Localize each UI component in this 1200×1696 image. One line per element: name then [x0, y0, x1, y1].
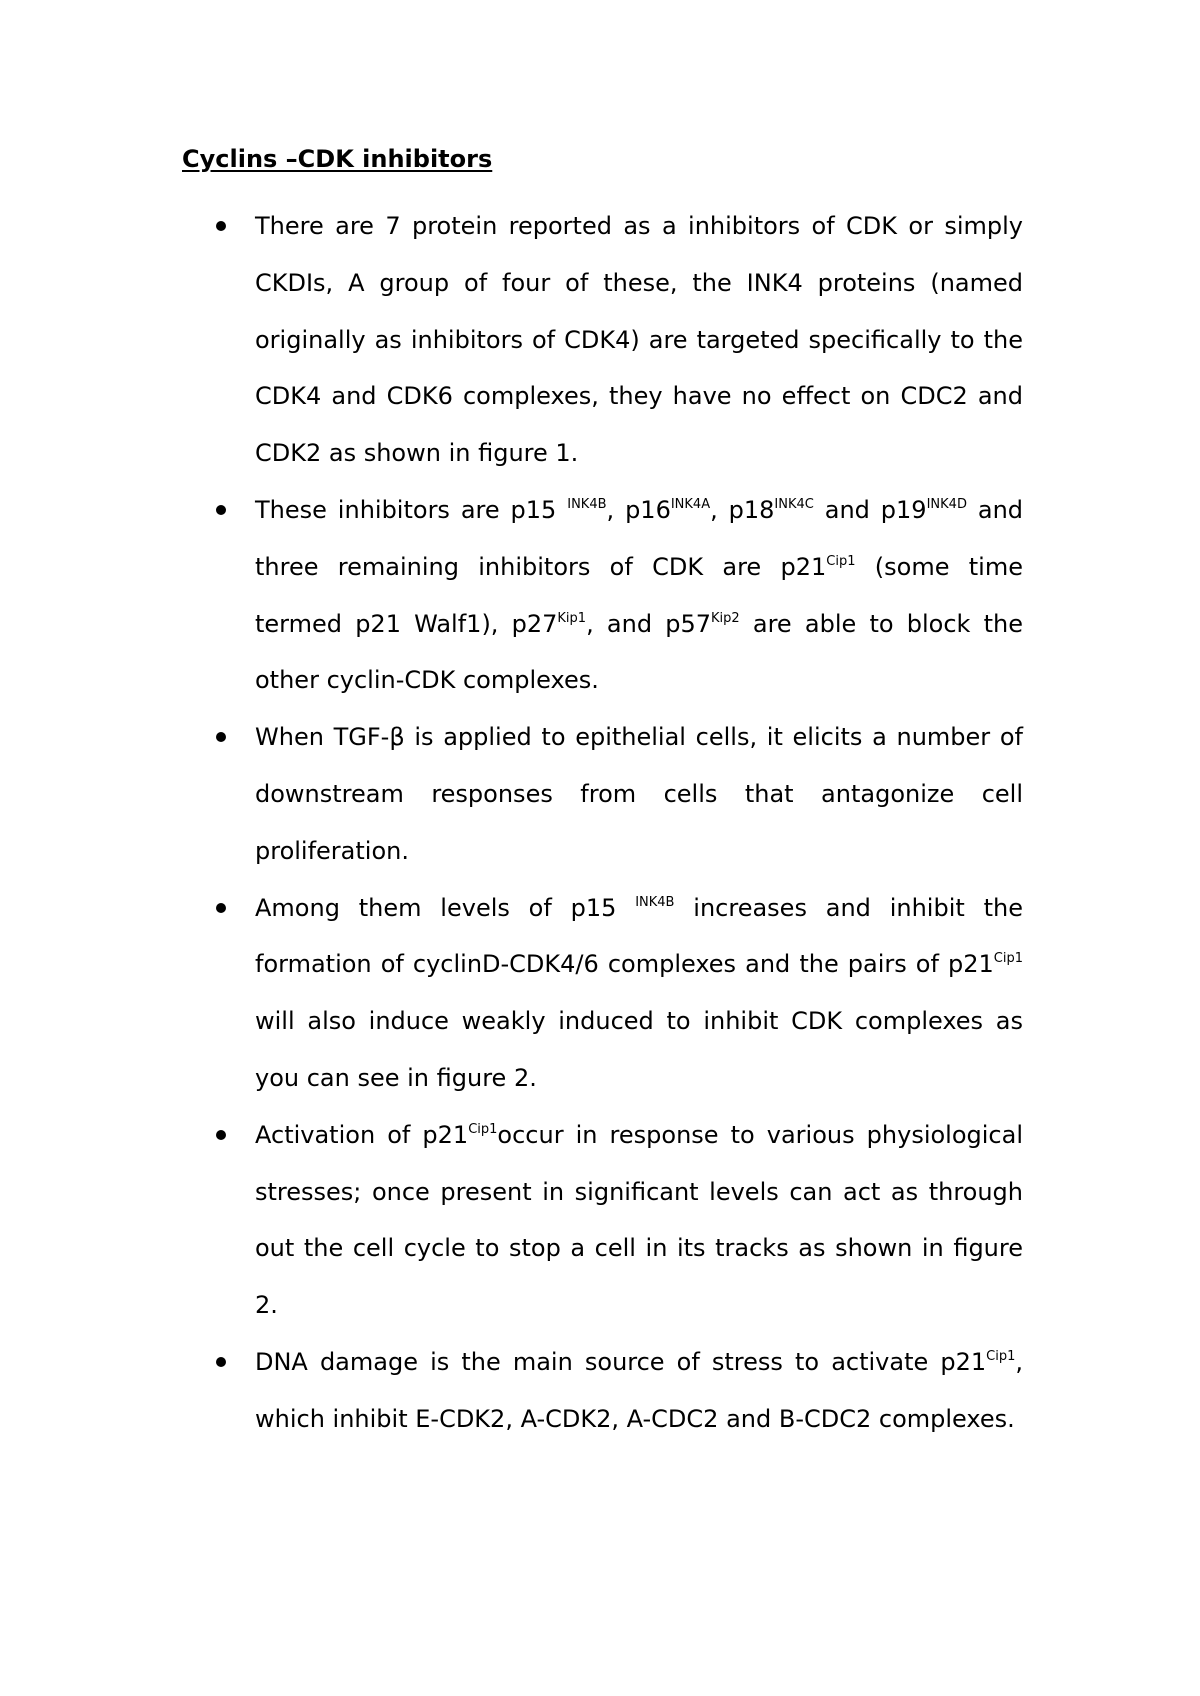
item-text: and p19 — [813, 495, 927, 524]
item-text: , p16 — [606, 495, 671, 524]
item-text: Among them levels of p15 — [255, 893, 636, 922]
bullet-list — [255, 198, 1023, 1448]
superscript: Cip1 — [826, 553, 856, 569]
bullet-icon — [216, 221, 226, 231]
item-text: , and p57 — [586, 609, 712, 638]
list-item — [255, 482, 1023, 709]
superscript: Cip1 — [468, 1121, 498, 1137]
item-text: and three remaining inhibitors of CDK are p21 — [255, 495, 1024, 581]
superscript: INK4D — [926, 496, 967, 512]
bullet-icon — [216, 1130, 226, 1140]
item-text: , which inhibit E-CDK2, A-CDK2, A-CDC2 and B-CDC2 complexes. — [255, 1347, 1023, 1433]
item-text: These inhibitors are p15 — [255, 495, 568, 524]
item-text: are able to block the other cyclin-CDK complexes. — [255, 609, 1023, 695]
superscript: INK4B — [635, 894, 675, 910]
document-heading: Cyclins –CDK inhibitors — [182, 145, 493, 173]
superscript: Cip1 — [993, 951, 1023, 967]
bullet-icon — [216, 732, 226, 742]
item-text: When TGF-β is applied to epithelial cells, it elicits a number of downstream responses from cells that antagonize cell proliferation. — [255, 723, 1023, 865]
list-item — [255, 198, 1023, 482]
list-item — [255, 880, 1023, 1107]
superscript: Kip2 — [711, 610, 740, 626]
superscript: INK4A — [670, 496, 711, 512]
list-item — [255, 709, 1023, 879]
list-item — [255, 1107, 1023, 1334]
superscript: INK4C — [774, 496, 814, 512]
item-text: will also induce weakly induced to inhibit CDK complexes as you can see in figure 2. — [255, 1007, 1023, 1092]
item-text: (some time termed p21 Walf1), p27 — [255, 552, 1023, 638]
superscript: Kip1 — [557, 610, 587, 626]
item-text: , p18 — [710, 495, 775, 524]
item-text: There are 7 protein reported as a inhibitors of CDK or simply CKDIs, A group of four of these, the INK4 proteins (named originally as inhibitors of CDK4) are targeted specifically to the CDK4 and CDK6 complexes, they have no effect on CDC2 and CDK2 as shown in figure 1. — [255, 212, 1023, 468]
item-text: occur in response to various physiological stresses; once present in significant levels can act as through out the cell cycle to stop a cell in its tracks as shown in figure 2. — [255, 1120, 1023, 1320]
bullet-icon — [216, 903, 226, 913]
bullet-icon — [216, 505, 226, 515]
item-text: Activation of p21 — [255, 1120, 469, 1149]
list-item — [255, 1334, 1023, 1448]
superscript: INK4B — [567, 496, 607, 512]
item-text: increases and inhibit the formation of cyclinD-CDK4/6 complexes and the pairs of p21 — [255, 893, 1023, 979]
item-text: DNA damage is the main source of stress to activate p21 — [255, 1347, 987, 1376]
bullet-icon — [216, 1357, 226, 1367]
superscript: Cip1 — [986, 1348, 1016, 1364]
